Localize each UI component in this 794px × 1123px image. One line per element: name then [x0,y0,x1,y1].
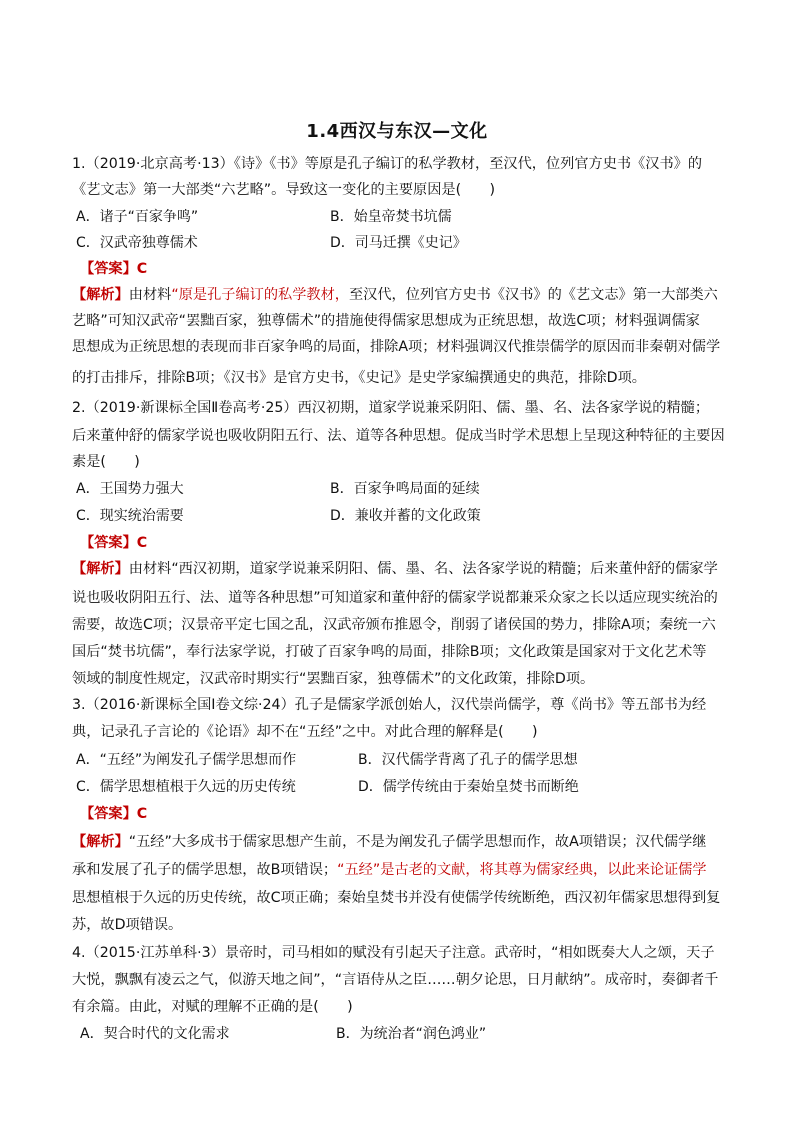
q1-stem-line: 《艺文志》第一大部类“六艺略”。导致这一变化的主要原因是( ) [72,182,496,198]
q3-option-a: A．“五经”为阐发孔子儒学思想而作 [76,752,297,768]
answer-tag: 【答案】 [80,806,137,822]
q2-analysis-line: 国后“焚书坑儒”，奉行法家学说，打破了百家争鸣的局面，排除B项；文化政策是国家对于文化艺术等 [72,644,707,660]
q2-option-c: C．现实统治需要 [76,508,184,524]
q2-option-d: D．兼收并蓄的文化政策 [330,508,481,524]
q1-option-d: D．司马迁撰《史记》 [330,235,467,251]
q4-stem-line: 有余篇。由此，对赋的理解不正确的是( ) [72,999,353,1015]
q1-answer [80,257,147,282]
q3-analysis-line [72,858,722,883]
q1-option-b: B．始皇帝焚书坑儒 [330,209,452,225]
q1-analysis-line: 思想成为正统思想的表现而非百家争鸣的局面，排除A项；材料强调汉代推崇儒学的原因而非秦朝对儒学 [72,339,721,355]
q4-option-b: B．为统治者“润色鸿业” [336,1026,487,1042]
analysis-text: 由材料 [128,287,172,303]
analysis-tag: 【解析】 [72,834,129,850]
q3-stem-line: 3.（2016·新课标全国Ⅰ卷文综·24）孔子是儒家学派创始人，汉代崇尚儒学，尊《尚书》等五部书为经 [72,697,707,713]
analysis-text: 由材料“西汉初期，道家学说兼采阴阳、儒、墨、名、法各家学说的精髓；后来董仲舒的儒家学 [128,561,718,577]
q1-analysis-line: 的打击排斥，排除B项；《汉书》是官方史书，《史记》是史学家编撰通史的典范，排除D项。 [72,370,646,386]
q1-analysis-line [72,283,722,308]
q4-stem-line: 4.（2015·江苏单科·3）景帝时，司马相如的赋没有引起天子注意。武帝时，“相如既奏大人之颂，天子 [72,945,715,961]
q3-option-c: C．儒学思想植根于久远的历史传统 [76,779,296,795]
q3-answer [80,802,147,827]
answer-tag: 【答案】 [80,535,137,551]
q1-stem-line: 1.（2019·北京高考·13）《诗》《书》等原是孔子编订的私学教材，至汉代，位列官方史书《汉书》的 [72,156,703,172]
answer-value: C [136,806,148,822]
q2-answer [80,531,147,556]
answer-value: C [136,535,148,551]
analysis-text: 至汉代，位列官方史书《汉书》的《艺文志》第一大部类六 [348,287,718,303]
q2-stem-line: 2.（2019·新课标全国Ⅱ卷高考·25）西汉初期，道家学说兼采阴阳、儒、墨、名、法各家学说的精髓； [72,400,710,416]
q1-analysis-line: 艺略”可知汉武帝“罢黜百家，独尊儒术”的措施使得儒家思想成为正统思想，故选C项；材料强调儒家 [72,313,700,329]
q3-option-b: B．汉代儒学背离了孔子的儒学思想 [358,752,578,768]
q4-stem-line: 大悦，飘飘有凌云之气，似游天地之间”，“言语侍从之臣……朝夕论思，日月献纳”。成帝时，奏御者千 [72,972,719,988]
q2-analysis-line: 领域的制度性规定，汉武帝时期实行“罢黜百家，独尊儒术”的文化政策，排除D项。 [72,671,595,687]
q2-option-a: A．王国势力强大 [76,481,184,497]
q2-option-b: B．百家争鸣局面的延续 [330,481,480,497]
q2-analysis-line [72,557,722,582]
answer-value: C [136,261,148,277]
q1-option-c: C．汉武帝独尊儒术 [76,235,198,251]
q3-analysis-line [72,830,722,855]
analysis-text: “五经”大多成书于儒家思想产生前，不是为阐发孔子儒学思想而作，故A项错误；汉代儒学继 [128,834,707,850]
q3-analysis-line: 苏，故D项错误。 [72,917,183,933]
q3-stem-line: 典，记录孔子言论的《论语》却不在“五经”之中。对此合理的解释是( ) [72,724,538,740]
q1-option-a: A．诸子“百家争鸣” [76,209,199,225]
q3-analysis-line: 思想植根于久远的历史传统，故C项正确；秦始皇焚书并没有使儒学传统断绝，西汉初年儒家思想得到复 [72,890,721,906]
page-title: 1.4西汉与东汉—文化 [306,121,488,142]
answer-tag: 【答案】 [80,261,137,277]
q2-analysis-line: 说也吸收阴阳五行、法、道等各种思想”可知道家和董仲舒的儒家学说都兼采众家之长以适应现实统治的 [72,590,718,606]
q2-stem-line: 素是( ) [72,454,140,470]
q2-analysis-line: 需要，故选C项；汉景帝平定七国之乱，汉武帝颁布推恩令，削弱了诸侯国的势力，排除A项；秦统一六 [72,617,716,633]
analysis-highlight: “五经”是古老的文献，将其尊为儒家经典，以此来论证儒学 [337,862,707,878]
analysis-text: 承和发展了孔子的儒学思想，故B项错误； [72,862,338,878]
analysis-highlight: “原是孔子编订的私学教材， [171,287,349,303]
q3-option-d: D．儒学传统由于秦始皇焚书而断绝 [358,779,579,795]
q4-option-a: A．契合时代的文化需求 [80,1026,230,1042]
q2-stem-line: 后来董仲舒的儒家学说也吸收阴阳五行、法、道等各种思想。促成当时学术思想上呈现这种特征的主要因 [72,428,725,444]
analysis-tag: 【解析】 [72,287,129,303]
analysis-tag: 【解析】 [72,561,129,577]
